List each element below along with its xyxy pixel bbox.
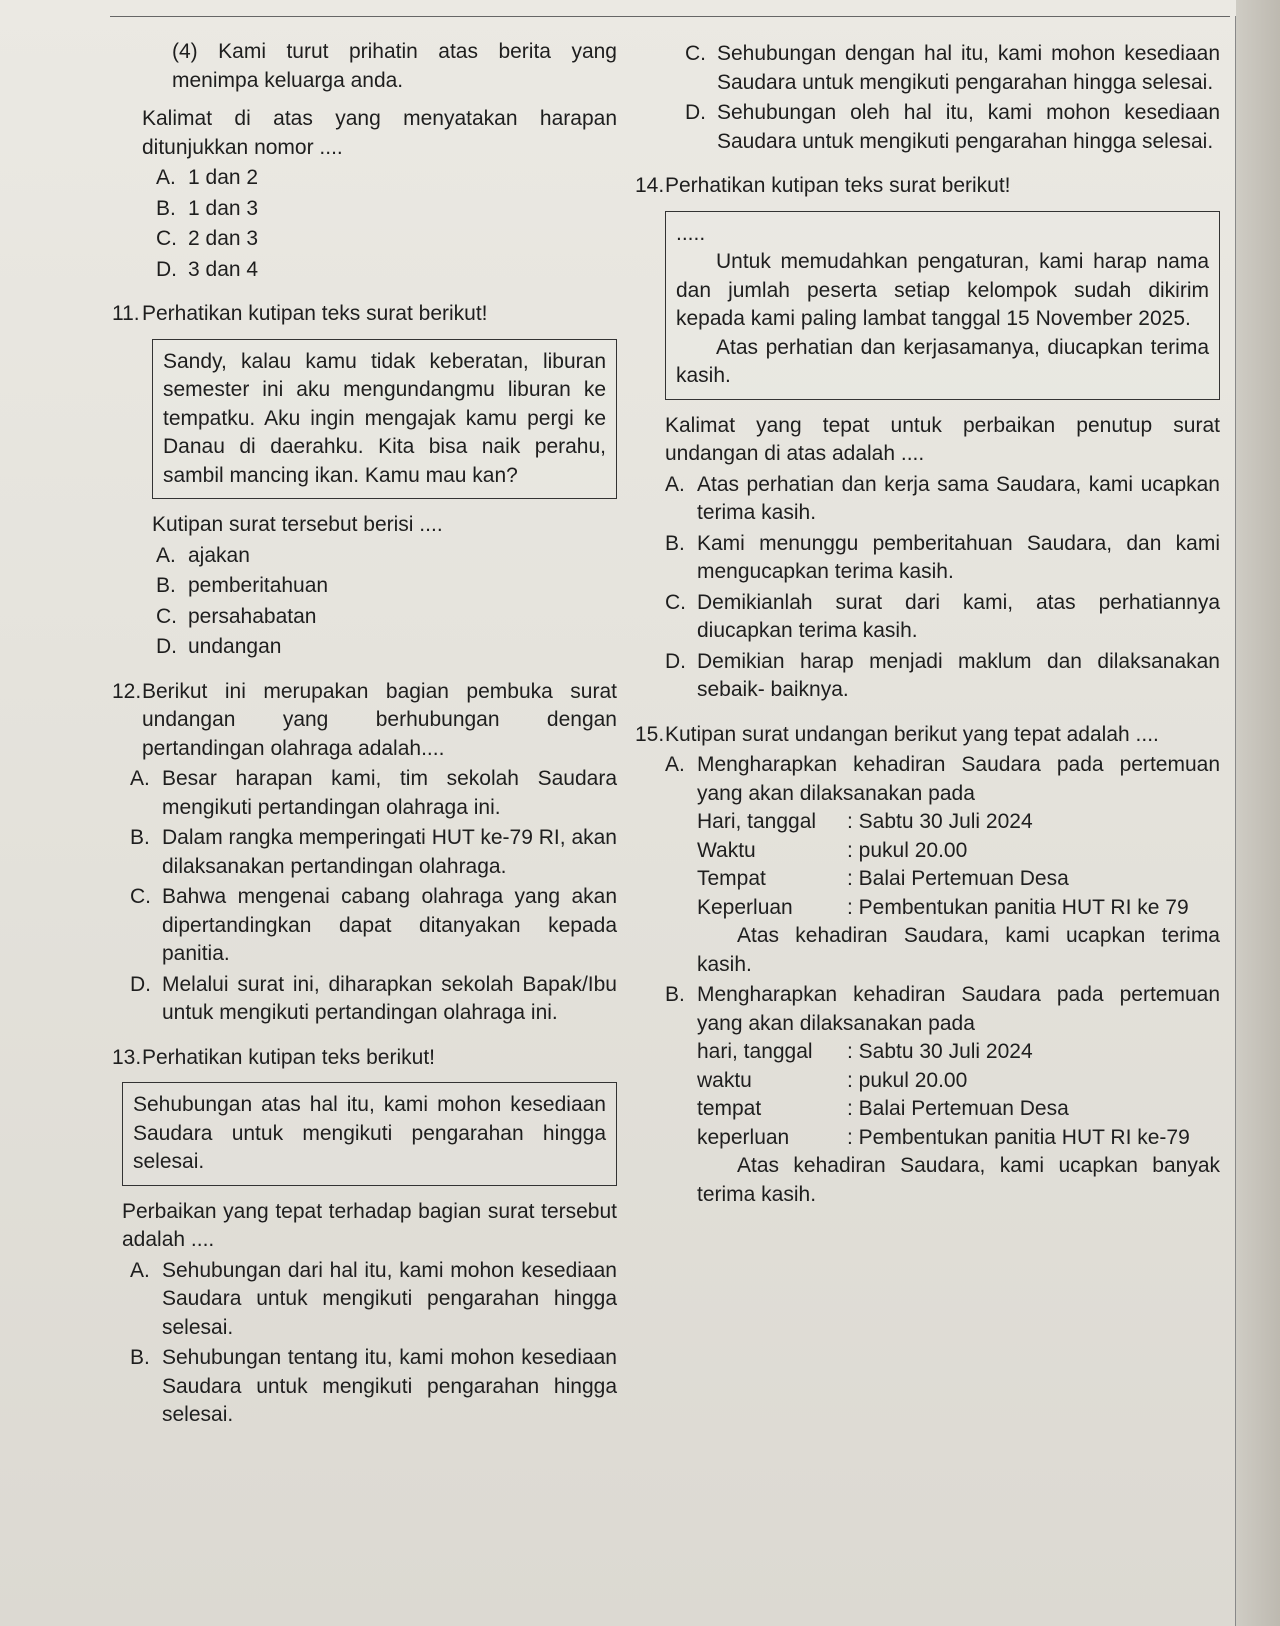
q14-letter-excerpt [665,211,1220,400]
q15-a-row: Keperluan : Pembentukan panitia HUT RI ke 79 [697,895,1189,919]
q12-stem: 12. Berikut ini merupakan bagian pembuka surat undangan yang berhubungan dengan pertandingan olahraga adalah.... [112,679,617,760]
q13-option-c[interactable]: C. Sehubungan dengan hal itu, kami mohon kesediaan Saudara untuk mengikuti pengarahan hingga selesai. [685,42,1220,94]
q10-question: Kalimat di atas yang menyatakan harapan ditunjukkan nomor .... [142,107,617,159]
q11-letter-excerpt: Sandy, kalau kamu tidak keberatan, liburan semester ini aku mengundangmu liburan ke tempatku. Aku ingin mengajak kamu pergi ke Danau di daerahku. Kita bisa naik perahu, sambil mancing ikan. Kamu mau kan? [152,339,617,500]
q15-stem: 15. Kutipan surat undangan berikut yang tepat adalah .... [635,722,1159,746]
q14-option-c[interactable]: C. Demikianlah surat dari kami, atas perhatiannya diucapkan terima kasih. [665,590,1220,642]
q14-option-a[interactable]: A. Atas perhatian dan kerja sama Saudara, kami ucapkan terima kasih. [665,472,1220,524]
q13-letter-excerpt: Sehubungan atas hal itu, kami mohon kesediaan Saudara untuk mengikuti pengarahan hingga selesai. [122,1082,617,1186]
q10-item4: (4) Kami turut prihatin atas berita yang menimpa keluarga anda. [172,40,617,92]
q13-question: Perbaikan yang tepat terhadap bagian surat tersebut adalah .... [122,1199,617,1251]
q12-option-b[interactable]: B. Dalam rangka memperingati HUT ke-79 RI, akan dilaksanakan pertandingan olahraga. [130,826,617,878]
q10-option-d[interactable]: D. 3 dan 4 [156,257,259,281]
q15-a-closing: Atas kehadiran Saudara, kami ucapkan terima kasih. [697,924,1220,976]
q15-b-row: tempat : Balai Pertemuan Desa [697,1097,1069,1120]
q14-option-b[interactable]: B. Kami menunggu pemberitahuan Saudara, dan kami mengucapkan terima kasih. [665,531,1220,583]
q10-option-a[interactable]: A. 1 dan 2 [156,166,259,189]
q13-stem: 13. Perhatikan kutipan teks berikut! [112,1045,435,1069]
q15-a-row: Tempat : Balai Pertemuan Desa [697,867,1069,890]
q15-a-row: Waktu : pukul 20.00 [697,838,968,862]
q11-option-d[interactable]: D. undangan [156,635,282,658]
q15-b-intro: Mengharapkan kehadiran Saudara pada pertemuan yang akan dilaksanakan pada [697,983,1220,1035]
q15-a-row: Hari, tanggal : Sabtu 30 Juli 2024 [697,810,1033,833]
q15-option-a[interactable]: A. Mengharapkan kehadiran Saudara pada pertemuan yang akan dilaksanakan pada Hari, tanggal : Sabtu 30 Juli 2024 Waktu : pukul 20.00 Tempat : Balai Pertemuan Desa Keperluan : Pembentukan panitia HUT RI ke 79 Atas kehadiran Saudara, kami ucapkan terima kasih. [635,751,1220,979]
q15-a-intro: Mengharapkan kehadiran Saudara pada pertemuan yang akan dilaksanakan pada [697,753,1220,805]
q12-option-c[interactable]: C. Bahwa mengenai cabang olahraga yang akan dipertandingkan dapat ditanyakan kepada panitia. [130,885,617,965]
right-border [1235,16,1236,1626]
q10-option-c[interactable]: C. 2 dan 3 [156,227,259,250]
q14-body: Untuk memudahkan pengaturan, kami harap nama dan jumlah peserta setiap kelompok sudah dikirim kepada kami paling lambat tanggal 15 November 2025. [676,250,1209,330]
q14-question: Kalimat yang tepat untuk perbaikan penutup surat undangan di atas adalah .... [665,413,1220,465]
left-column [112,38,617,1432]
q13-option-d[interactable]: D. Sehubungan oleh hal itu, kami mohon kesediaan Saudara untuk mengikuti pengarahan hingga selesai. [685,101,1220,153]
q12-option-d[interactable]: D. Melalui surat ini, diharapkan sekolah Bapak/Ibu untuk mengikuti pertandingan olahraga ini. [130,972,617,1024]
q13-option-a[interactable]: A. Sehubungan dari hal itu, kami mohon kesediaan Saudara untuk mengikuti pengarahan hingga selesai. [130,1258,617,1339]
q11-option-b[interactable]: B. pemberitahuan [156,574,329,597]
page-edge [1236,0,1280,1626]
q14-ellipsis: ..... [676,221,706,245]
q15-b-closing: Atas kehadiran Saudara, kami ucapkan banyak terima kasih. [697,1154,1220,1206]
q10-option-b[interactable]: B. 1 dan 3 [156,196,259,220]
q11-question: Kutipan surat tersebut berisi .... [152,513,443,536]
q14-closing: Atas perhatian dan kerjasamanya, diucapkan terima kasih. [676,335,1209,387]
q15-b-row: keperluan : Pembentukan panitia HUT RI ke-79 [697,1125,1190,1149]
q12-option-a[interactable]: A. Besar harapan kami, tim sekolah Saudara mengikuti pertandingan olahraga ini. [130,767,617,819]
q11-stem: 11. Perhatikan kutipan teks surat berikut! [112,302,488,325]
q11-option-a[interactable]: A. ajakan [156,543,250,567]
q15-b-row: hari, tanggal : Sabtu 30 Juli 2024 [697,1040,1033,1063]
q14-stem: 14. Perhatikan kutipan teks surat berikut! [635,174,1011,197]
q11-option-c[interactable]: C. persahabatan [156,604,317,628]
right-column [635,38,1220,1211]
top-border [110,16,1230,17]
q15-b-row: waktu : pukul 20.00 [697,1068,968,1092]
q14-option-d[interactable]: D. Demikian harap menjadi maklum dan dilaksanakan sebaik- baiknya. [665,649,1220,701]
q13-option-b[interactable]: B. Sehubungan tentang itu, kami mohon kesediaan Saudara untuk mengikuti pengarahan hingga selesai. [130,1346,617,1426]
q15-option-b[interactable]: B. Mengharapkan kehadiran Saudara pada pertemuan yang akan dilaksanakan pada hari, tanggal : Sabtu 30 Juli 2024 waktu : pukul 20.00 tempat : Balai Pertemuan Desa keperluan : Pembentukan panitia HUT RI ke-79 Atas kehadiran Saudara, kami ucapkan banyak terima kasih. [635,981,1220,1209]
